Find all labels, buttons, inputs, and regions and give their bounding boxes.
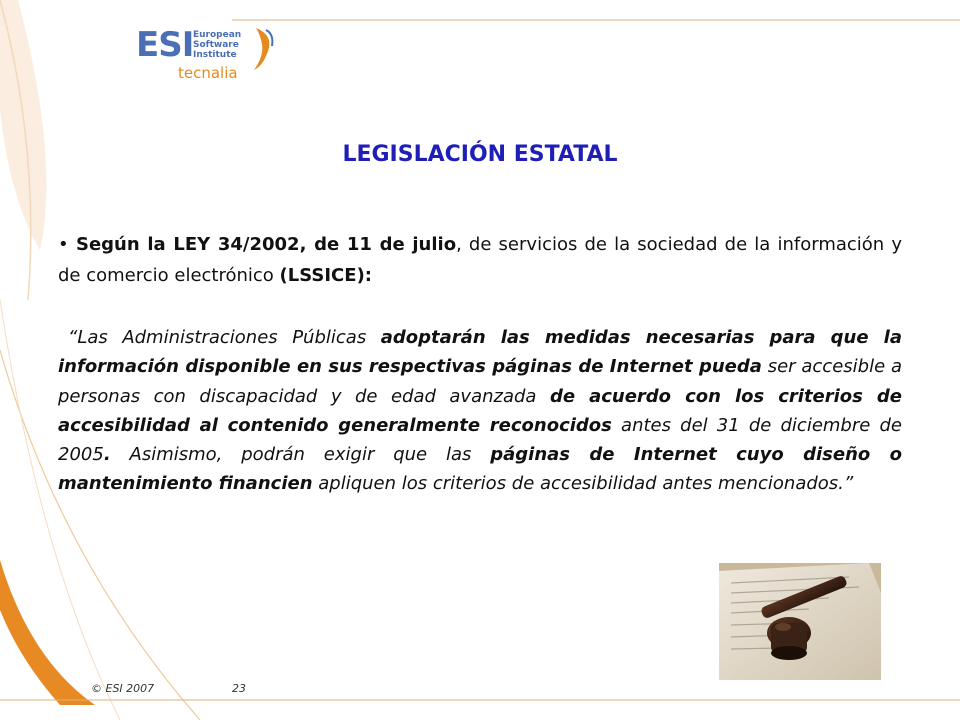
- page-number: 23: [232, 682, 246, 695]
- slide-title: LEGISLACIÓN ESTATAL: [342, 142, 618, 167]
- esi-logo: [136, 22, 276, 86]
- gavel-photo: [719, 563, 881, 680]
- logo-name: European Software Institute: [193, 30, 242, 60]
- bullet-icon: •: [58, 234, 69, 255]
- logo-mark: ESI: [136, 25, 194, 65]
- legal-quote: “Las Administraciones Públicas adoptarán las medidas necesarias para que la información disponible en sus respectivas páginas de Internet pueda ser accesible a personas con discapacidad y de edad avanzada de acuerdo con los criterios de accesibilidad al contenido generalmente reconocidos antes del 31 de diciembre de 2005. Asimismo, podrán exigir que las páginas de Internet cuyo diseño o mantenimiento financien apliquen los criterios de accesibilidad antes mencionados.”: [58, 327, 903, 495]
- logo-tecnalia: tecnalia: [178, 64, 238, 82]
- footer-copyright: © ESI 2007: [91, 682, 155, 695]
- bullet-paragraph: • Según la LEY 34/2002, de 11 de julio, de servicios de la sociedad de la información y de comercio electrónico (LSSICE):: [58, 229, 902, 291]
- law-reference: Según la LEY 34/2002, de 11 de julio: [76, 234, 457, 255]
- logo-swoosh-icon: [252, 26, 276, 72]
